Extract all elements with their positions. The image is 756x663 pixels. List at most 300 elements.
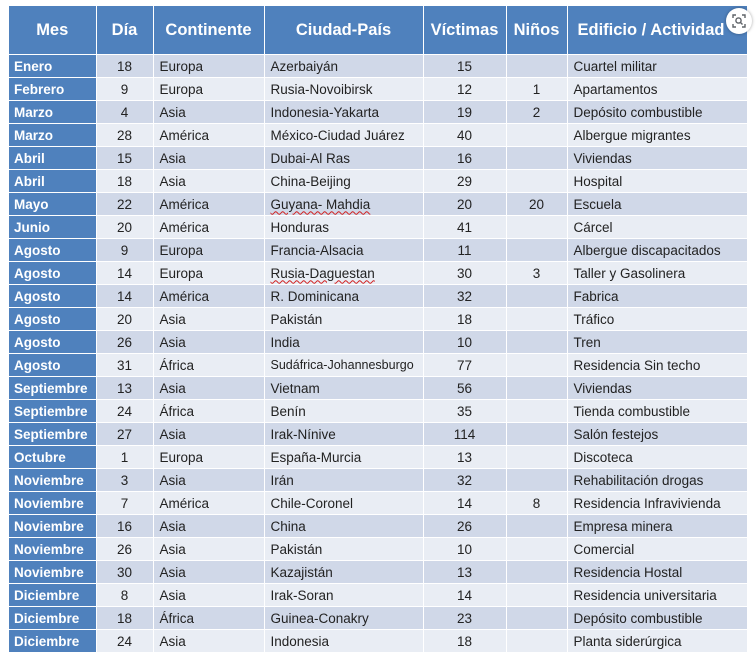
- cell-continente-text: África: [159, 357, 195, 373]
- cell-edificio: [567, 124, 747, 147]
- cell-ciudad-pais-text: Guyana- Mahdia: [270, 196, 371, 212]
- cell-victimas: [423, 630, 506, 653]
- table-header: [9, 6, 747, 55]
- cell-edificio: [567, 170, 747, 193]
- cell-mes-text: Agosto: [14, 311, 61, 327]
- cell-ciudad-pais-text: Indonesia-Yakarta: [270, 104, 380, 120]
- cell-continente-text: Asia: [159, 541, 186, 557]
- cell-dia-text: 20: [116, 311, 133, 327]
- cell-dia: [96, 262, 153, 285]
- cell-dia: [96, 331, 153, 354]
- cell-dia-text: 13: [116, 380, 133, 396]
- table-row: [9, 147, 747, 170]
- cell-ciudad-pais-text: Irak-Nínive: [270, 426, 336, 442]
- table-row: [9, 331, 747, 354]
- cell-continente: [153, 331, 264, 354]
- cell-dia-text: 7: [120, 495, 129, 511]
- cell-victimas: [423, 55, 506, 78]
- cell-ciudad-pais-text: China-Beijing: [270, 173, 351, 189]
- cell-victimas: [423, 308, 506, 331]
- cell-ciudad-pais-text: México-Ciudad Juárez: [270, 127, 405, 143]
- cell-dia-text: 24: [116, 403, 133, 419]
- cell-edificio: [567, 630, 747, 653]
- cell-continente: [153, 78, 264, 101]
- cell-victimas: [423, 538, 506, 561]
- cell-mes-text: Agosto: [14, 265, 61, 281]
- cell-continente: [153, 607, 264, 630]
- cell-continente-text: Europa: [159, 58, 204, 74]
- cell-mes: [9, 55, 96, 78]
- cell-ninos: [506, 538, 567, 561]
- cell-dia-text: 14: [116, 265, 133, 281]
- cell-continente: [153, 170, 264, 193]
- cell-dia: [96, 492, 153, 515]
- cell-edificio: [567, 55, 747, 78]
- cell-continente-text: Asia: [159, 633, 186, 649]
- cell-ciudad-pais: [264, 285, 423, 308]
- cell-dia-text: 30: [116, 564, 133, 580]
- cell-continente-text: Asia: [159, 150, 186, 166]
- header-mes: Mes: [9, 6, 96, 55]
- cell-dia-text: 9: [120, 242, 129, 258]
- cell-victimas: [423, 584, 506, 607]
- cell-ciudad-pais: [264, 561, 423, 584]
- cell-ninos: [506, 147, 567, 170]
- cell-edificio-text: Escuela: [573, 196, 622, 212]
- cell-ciudad-pais: [264, 193, 423, 216]
- cell-victimas: [423, 515, 506, 538]
- cell-continente-text: Europa: [159, 242, 204, 258]
- cell-edificio-text: Residencia universitaria: [573, 587, 717, 603]
- cell-edificio-text: Rehabilitación drogas: [573, 472, 704, 488]
- table-row: [9, 285, 747, 308]
- cell-continente: [153, 561, 264, 584]
- cell-continente: [153, 101, 264, 124]
- cell-dia-text: 15: [116, 150, 133, 166]
- cell-ciudad-pais: [264, 492, 423, 515]
- cell-continente-text: Asia: [159, 380, 186, 396]
- cell-dia-text: 18: [116, 58, 133, 74]
- cell-mes-text: Noviembre: [14, 518, 84, 534]
- cell-ciudad-pais: [264, 216, 423, 239]
- cell-victimas: [423, 262, 506, 285]
- cell-continente: [153, 584, 264, 607]
- cell-edificio-text: Albergue discapacitados: [573, 242, 721, 258]
- cell-ninos-text: 8: [532, 495, 541, 511]
- cell-ciudad-pais-text: Dubai-Al Ras: [270, 150, 351, 166]
- cell-edificio-text: Cárcel: [573, 219, 613, 235]
- cell-edificio: [567, 216, 747, 239]
- cell-ninos: [506, 607, 567, 630]
- cell-victimas: [423, 147, 506, 170]
- cell-continente: [153, 285, 264, 308]
- cell-victimas-text: 19: [456, 104, 473, 120]
- cell-edificio-text: Apartamentos: [573, 81, 658, 97]
- cell-victimas-text: 35: [456, 403, 473, 419]
- cell-mes: [9, 308, 96, 331]
- cell-ninos: [506, 331, 567, 354]
- cell-dia: [96, 285, 153, 308]
- cell-ciudad-pais: [264, 55, 423, 78]
- cell-dia-text: 8: [120, 587, 129, 603]
- cell-mes: [9, 354, 96, 377]
- cell-continente: [153, 147, 264, 170]
- cell-edificio-text: Residencia Hostal: [573, 564, 683, 580]
- table-row: [9, 515, 747, 538]
- cell-ninos: [506, 561, 567, 584]
- cell-mes: [9, 193, 96, 216]
- cell-ninos: [506, 124, 567, 147]
- cell-ninos: [506, 492, 567, 515]
- cell-mes: [9, 170, 96, 193]
- cell-victimas-text: 14: [456, 587, 473, 603]
- cell-victimas-text: 10: [456, 334, 473, 350]
- cell-edificio-text: Salón festejos: [573, 426, 659, 442]
- cell-continente: [153, 124, 264, 147]
- cell-continente: [153, 538, 264, 561]
- cell-ninos: [506, 78, 567, 101]
- cell-edificio: [567, 423, 747, 446]
- cell-victimas-text: 14: [456, 495, 473, 511]
- cell-ciudad-pais-text: Azerbaiyán: [270, 58, 339, 74]
- cell-continente: [153, 216, 264, 239]
- cell-dia-text: 24: [116, 633, 133, 649]
- cell-ninos: [506, 308, 567, 331]
- cell-mes-text: Septiembre: [14, 403, 88, 419]
- table-row: [9, 124, 747, 147]
- cell-continente-text: Europa: [159, 449, 204, 465]
- cell-ciudad-pais: [264, 584, 423, 607]
- table-row: [9, 193, 747, 216]
- cell-ninos-text: 2: [532, 104, 541, 120]
- cell-edificio-text: Discoteca: [573, 449, 633, 465]
- cell-ciudad-pais: [264, 262, 423, 285]
- cell-continente: [153, 630, 264, 653]
- cell-continente-text: Europa: [159, 265, 204, 281]
- cell-edificio-text: Taller y Gasolinera: [573, 265, 686, 281]
- cell-dia-text: 4: [120, 104, 129, 120]
- cell-ciudad-pais: [264, 423, 423, 446]
- cell-victimas: [423, 423, 506, 446]
- table-body: [9, 55, 747, 653]
- cell-dia: [96, 193, 153, 216]
- cell-dia-text: 26: [116, 334, 133, 350]
- cell-edificio: [567, 469, 747, 492]
- cell-ninos: [506, 469, 567, 492]
- cell-mes-text: Septiembre: [14, 380, 88, 396]
- cell-mes-text: Diciembre: [14, 610, 80, 626]
- cell-dia: [96, 354, 153, 377]
- cell-victimas-text: 12: [456, 81, 473, 97]
- cell-mes-text: Octubre: [14, 449, 66, 465]
- cell-mes: [9, 331, 96, 354]
- cell-ciudad-pais-text: India: [270, 334, 300, 350]
- cell-victimas: [423, 354, 506, 377]
- cell-dia-text: 14: [116, 288, 133, 304]
- cell-dia: [96, 147, 153, 170]
- cell-dia: [96, 55, 153, 78]
- cell-ciudad-pais: [264, 515, 423, 538]
- cell-ciudad-pais-text: R. Dominicana: [270, 288, 360, 304]
- table-row: [9, 538, 747, 561]
- cell-mes: [9, 607, 96, 630]
- cell-ciudad-pais-text: Guinea-Conakry: [270, 610, 369, 626]
- cell-ninos: [506, 446, 567, 469]
- cell-continente: [153, 239, 264, 262]
- cell-victimas-text: 20: [456, 196, 473, 212]
- cell-ciudad-pais-text: Francia-Alsacia: [270, 242, 364, 258]
- cell-ciudad-pais: [264, 630, 423, 653]
- cell-victimas: [423, 492, 506, 515]
- cell-continente: [153, 446, 264, 469]
- table-row: [9, 55, 747, 78]
- cell-edificio-text: Depósito combustible: [573, 104, 703, 120]
- cell-dia: [96, 630, 153, 653]
- cell-dia-text: 20: [116, 219, 133, 235]
- cell-edificio-text: Cuartel militar: [573, 58, 657, 74]
- cell-ninos: [506, 515, 567, 538]
- cell-mes-text: Febrero: [14, 81, 65, 97]
- header-edificio: Edificio / Actividad: [567, 6, 747, 55]
- cell-victimas: [423, 285, 506, 308]
- cell-ciudad-pais: [264, 239, 423, 262]
- cell-edificio: [567, 101, 747, 124]
- cell-edificio-text: Depósito combustible: [573, 610, 703, 626]
- cell-ninos: [506, 170, 567, 193]
- cell-dia: [96, 607, 153, 630]
- cell-victimas-text: 18: [456, 633, 473, 649]
- cell-ciudad-pais: [264, 124, 423, 147]
- cell-mes: [9, 262, 96, 285]
- cell-dia: [96, 469, 153, 492]
- cell-dia-text: 31: [116, 357, 133, 373]
- cell-dia: [96, 400, 153, 423]
- cell-mes: [9, 216, 96, 239]
- cell-edificio-text: Empresa minera: [573, 518, 673, 534]
- cell-mes: [9, 124, 96, 147]
- cell-victimas-text: 32: [456, 472, 473, 488]
- cell-edificio: [567, 308, 747, 331]
- header-ciudad-pais: Ciudad-País: [264, 6, 423, 55]
- visual-search-button[interactable]: [726, 8, 752, 34]
- cell-continente-text: Asia: [159, 472, 186, 488]
- cell-ninos: [506, 193, 567, 216]
- cell-victimas-text: 10: [456, 541, 473, 557]
- cell-dia-text: 18: [116, 610, 133, 626]
- cell-mes-text: Agosto: [14, 288, 61, 304]
- cell-ciudad-pais-text: China: [270, 518, 306, 534]
- cell-victimas-text: 77: [456, 357, 473, 373]
- cell-mes: [9, 446, 96, 469]
- cell-ciudad-pais-text: Vietnam: [270, 380, 320, 396]
- cell-continente-text: Asia: [159, 587, 186, 603]
- cell-victimas-text: 30: [456, 265, 473, 281]
- table-row: [9, 216, 747, 239]
- cell-dia: [96, 561, 153, 584]
- cell-victimas: [423, 561, 506, 584]
- cell-ciudad-pais-text: Pakistán: [270, 541, 323, 557]
- cell-continente: [153, 492, 264, 515]
- header-ninos: Niños: [506, 6, 567, 55]
- cell-mes: [9, 78, 96, 101]
- cell-mes-text: Mayo: [14, 196, 49, 212]
- cell-edificio: [567, 285, 747, 308]
- table-row: [9, 239, 747, 262]
- cell-ciudad-pais: [264, 78, 423, 101]
- cell-edificio-text: Residencia Sin techo: [573, 357, 701, 373]
- cell-continente-text: Asia: [159, 311, 186, 327]
- cell-continente: [153, 262, 264, 285]
- cell-victimas-text: 29: [456, 173, 473, 189]
- cell-dia-text: 16: [116, 518, 133, 534]
- cell-mes-text: Abril: [14, 173, 45, 189]
- cell-dia: [96, 216, 153, 239]
- cell-ciudad-pais-text: Rusia-Novoibirsk: [270, 81, 373, 97]
- table-row: [9, 308, 747, 331]
- cell-victimas: [423, 377, 506, 400]
- cell-mes-text: Marzo: [14, 104, 54, 120]
- cell-dia: [96, 538, 153, 561]
- cell-ciudad-pais-text: Pakistán: [270, 311, 323, 327]
- cell-continente-text: América: [159, 127, 210, 143]
- cell-ciudad-pais-text: Benín: [270, 403, 306, 419]
- cell-edificio-text: Hospital: [573, 173, 623, 189]
- cell-victimas-text: 32: [456, 288, 473, 304]
- cell-ciudad-pais-text: Rusia-Daguestan: [270, 265, 375, 281]
- cell-ciudad-pais: [264, 469, 423, 492]
- cell-continente-text: América: [159, 288, 210, 304]
- cell-continente-text: Asia: [159, 334, 186, 350]
- table-row: [9, 607, 747, 630]
- cell-victimas-text: 23: [456, 610, 473, 626]
- table-row: [9, 354, 747, 377]
- cell-ciudad-pais: [264, 538, 423, 561]
- cell-edificio-text: Viviendas: [573, 380, 632, 396]
- cell-victimas: [423, 101, 506, 124]
- cell-victimas-text: 18: [456, 311, 473, 327]
- cell-mes: [9, 469, 96, 492]
- cell-ninos: [506, 239, 567, 262]
- header-dia: Día: [96, 6, 153, 55]
- cell-ciudad-pais-text: Irán: [270, 472, 294, 488]
- cell-ciudad-pais-text: Chile-Coronel: [270, 495, 354, 511]
- cell-mes-text: Marzo: [14, 127, 54, 143]
- cell-ciudad-pais: [264, 170, 423, 193]
- cell-ciudad-pais: [264, 331, 423, 354]
- cell-dia: [96, 239, 153, 262]
- cell-victimas: [423, 469, 506, 492]
- cell-ninos: [506, 354, 567, 377]
- table-row: [9, 170, 747, 193]
- cell-mes: [9, 285, 96, 308]
- cell-continente: [153, 354, 264, 377]
- cell-ninos: [506, 377, 567, 400]
- cell-edificio-text: Albergue migrantes: [573, 127, 691, 143]
- cell-victimas: [423, 400, 506, 423]
- cell-mes-text: Agosto: [14, 357, 61, 373]
- cell-continente-text: América: [159, 219, 210, 235]
- cell-dia: [96, 377, 153, 400]
- cell-continente: [153, 308, 264, 331]
- cell-mes-text: Diciembre: [14, 633, 80, 649]
- cell-mes-text: Noviembre: [14, 472, 84, 488]
- cell-continente-text: África: [159, 610, 195, 626]
- cell-continente: [153, 400, 264, 423]
- cell-continente-text: Europa: [159, 81, 204, 97]
- cell-dia: [96, 308, 153, 331]
- cell-edificio: [567, 354, 747, 377]
- cell-continente-text: América: [159, 495, 210, 511]
- cell-mes: [9, 515, 96, 538]
- cell-ciudad-pais: [264, 101, 423, 124]
- cell-mes-text: Noviembre: [14, 495, 84, 511]
- cell-dia-text: 27: [116, 426, 133, 442]
- cell-ciudad-pais: [264, 147, 423, 170]
- cell-ciudad-pais: [264, 400, 423, 423]
- cell-dia: [96, 515, 153, 538]
- cell-dia-text: 28: [116, 127, 133, 143]
- cell-edificio-text: Tráfico: [573, 311, 615, 327]
- cell-victimas-text: 13: [456, 449, 473, 465]
- cell-victimas: [423, 78, 506, 101]
- table-row: [9, 630, 747, 653]
- cell-edificio-text: Viviendas: [573, 150, 632, 166]
- cell-edificio: [567, 400, 747, 423]
- cell-dia: [96, 446, 153, 469]
- cell-victimas-text: 26: [456, 518, 473, 534]
- cell-dia: [96, 101, 153, 124]
- cell-mes-text: Junio: [14, 219, 50, 235]
- cell-dia: [96, 124, 153, 147]
- cell-continente-text: Asia: [159, 564, 186, 580]
- cell-continente: [153, 193, 264, 216]
- cell-victimas-text: 40: [456, 127, 473, 143]
- cell-mes: [9, 630, 96, 653]
- cell-ninos: [506, 630, 567, 653]
- table-row: [9, 101, 747, 124]
- cell-victimas: [423, 216, 506, 239]
- cell-continente: [153, 55, 264, 78]
- cell-continente-text: Asia: [159, 426, 186, 442]
- cell-edificio: [567, 584, 747, 607]
- cell-victimas: [423, 331, 506, 354]
- cell-mes-text: Agosto: [14, 334, 61, 350]
- cell-ninos: [506, 216, 567, 239]
- cell-mes: [9, 239, 96, 262]
- table-row: [9, 423, 747, 446]
- cell-continente: [153, 515, 264, 538]
- cell-mes-text: Noviembre: [14, 564, 84, 580]
- cell-ninos: [506, 55, 567, 78]
- cell-edificio-text: Tienda combustible: [573, 403, 691, 419]
- cell-victimas: [423, 446, 506, 469]
- header-continente: Continente: [153, 6, 264, 55]
- cell-mes: [9, 147, 96, 170]
- cell-mes: [9, 492, 96, 515]
- cell-continente-text: Asia: [159, 518, 186, 534]
- cell-continente-text: Asia: [159, 173, 186, 189]
- cell-edificio: [567, 78, 747, 101]
- cell-victimas-text: 114: [453, 426, 476, 442]
- cell-continente-text: África: [159, 403, 195, 419]
- cell-edificio: [567, 561, 747, 584]
- cell-victimas: [423, 193, 506, 216]
- cell-edificio-text: Comercial: [573, 541, 635, 557]
- cell-edificio-text: Planta siderúrgica: [573, 633, 682, 649]
- cell-ninos: [506, 584, 567, 607]
- cell-ciudad-pais-text: Indonesia: [270, 633, 330, 649]
- cell-mes: [9, 561, 96, 584]
